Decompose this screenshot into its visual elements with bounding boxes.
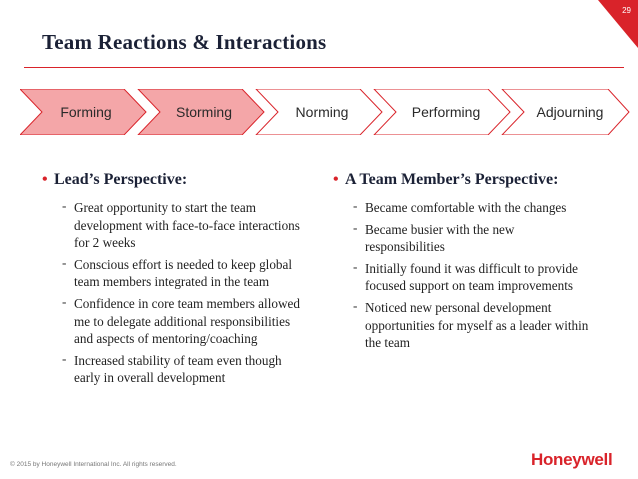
stage-label-adjourning: Adjourning: [536, 104, 604, 120]
team-member-perspective-list: [333, 199, 595, 352]
slide-title: Team Reactions & Interactions: [42, 30, 327, 54]
dash-icon: -: [353, 297, 358, 313]
lead-perspective-list: [42, 199, 304, 387]
dash-icon: -: [353, 258, 358, 274]
dash-icon: -: [353, 198, 358, 213]
dash-icon: -: [62, 293, 67, 309]
list-item: - Became comfortable with the changes: [353, 198, 567, 215]
list-item: - Became busier with the new responsibilities: [353, 219, 515, 255]
dash-icon: -: [353, 219, 358, 235]
stage-label-forming: Forming: [60, 104, 112, 120]
dash-icon: -: [62, 198, 67, 213]
lead-perspective-heading: [42, 171, 304, 189]
list-item: - Conscious effort is needed to keep global team members integrated in the team: [62, 254, 293, 290]
lead-perspective-column: [42, 171, 304, 391]
heading-text: A Team Member’s Perspective:: [345, 171, 559, 188]
bullet-icon: •: [42, 171, 48, 188]
stage-label-storming: Storming: [175, 104, 233, 120]
dash-icon: -: [62, 254, 67, 270]
stage-label-norming: Norming: [295, 104, 349, 120]
stage-process: [20, 89, 630, 135]
honeywell-logo: Honeywell: [531, 450, 613, 469]
list-item: - Confidence in core team members allowed me to delegate additional responsibilities and aspects of mentoring/coaching: [62, 293, 300, 347]
list-item: - Great opportunity to start the team development with face-to-face interactions for 2 weeks: [62, 198, 300, 251]
corner-tab: [598, 0, 638, 48]
list-item: - Noticed new personal development opportunities for myself as a leader within the team: [353, 297, 589, 351]
team-member-perspective-heading: [333, 171, 595, 189]
team-member-perspective-column: [333, 171, 595, 356]
page-number: 29: [622, 6, 631, 15]
bullet-icon: •: [333, 171, 339, 188]
heading-text: Lead’s Perspective:: [54, 171, 188, 188]
stage-label-performing: Performing: [411, 104, 481, 120]
title-divider: [24, 67, 624, 68]
list-item: - Initially found it was difficult to provide focused support on team improvements: [353, 258, 578, 294]
dash-icon: -: [62, 350, 67, 366]
list-item: - Increased stability of team even though early in overall development: [62, 350, 282, 386]
copyright-footer: © 2015 by Honeywell International Inc. All rights reserved.: [10, 461, 177, 468]
